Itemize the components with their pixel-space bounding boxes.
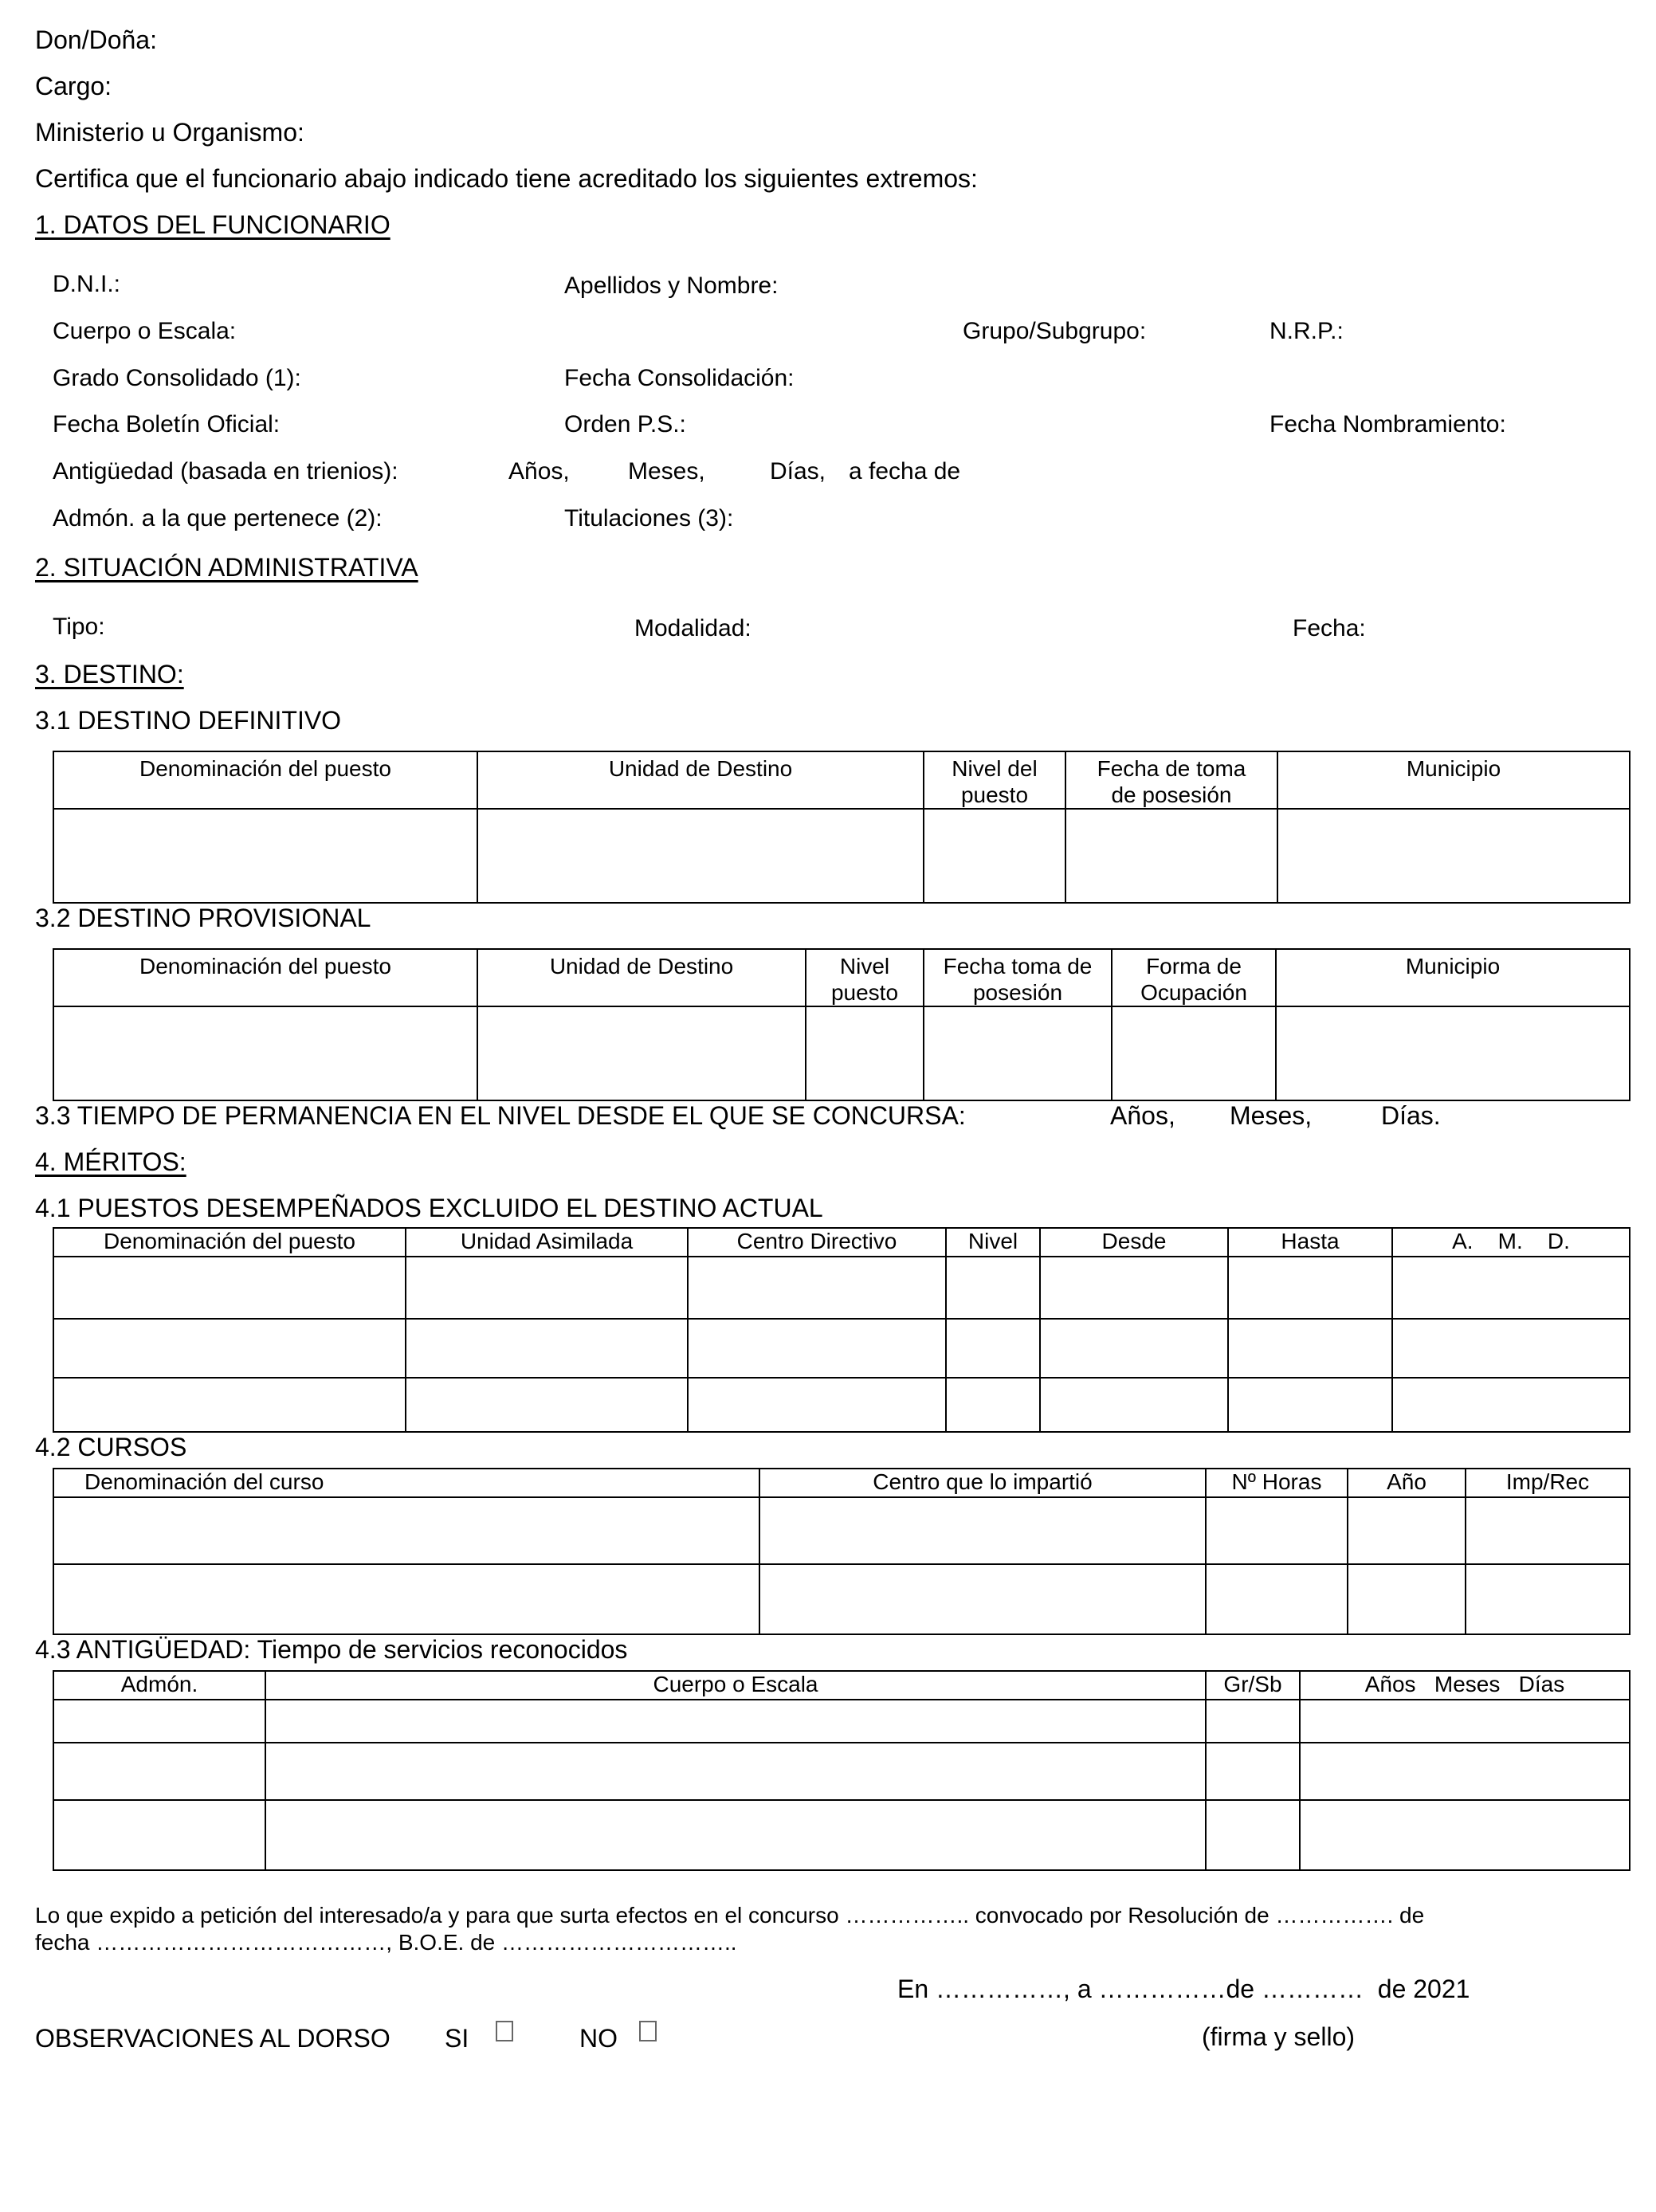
col-denominacion: Denominación del puesto [53, 1228, 406, 1257]
tiempo-dias-label: Días. [1381, 1101, 1441, 1130]
input-cell[interactable] [759, 1564, 1206, 1634]
col-desde: Desde [1040, 1228, 1228, 1257]
input-cell[interactable] [946, 1378, 1040, 1432]
anos-label: Años, [508, 458, 570, 484]
input-cell[interactable] [1300, 1700, 1630, 1743]
expido-text-line1: Lo que expido a petición del interesado/a y para que surta efectos en el concurso …………….. convocado por Resolución de ……………. de [35, 1903, 1425, 1928]
input-cell[interactable] [1206, 1800, 1300, 1870]
input-cell[interactable] [924, 1006, 1112, 1100]
input-cell[interactable] [265, 1743, 1206, 1800]
grupo-label: Grupo/Subgrupo: [963, 318, 1147, 344]
section-1-title: 1. DATOS DEL FUNCIONARIO [35, 210, 390, 239]
a-fecha-label: a fecha de [849, 458, 961, 484]
input-cell[interactable] [53, 1700, 265, 1743]
input-cell[interactable] [1300, 1800, 1630, 1870]
col-unidad-destino: Unidad de Destino [477, 949, 806, 1006]
meses-label: Meses, [628, 458, 705, 484]
input-cell[interactable] [1228, 1378, 1392, 1432]
input-cell[interactable] [1206, 1743, 1300, 1800]
input-cell[interactable] [53, 1564, 759, 1634]
input-cell[interactable] [688, 1257, 946, 1319]
col-denominacion: Denominación del puesto [53, 949, 477, 1006]
input-cell[interactable] [53, 1743, 265, 1800]
input-cell[interactable] [406, 1378, 688, 1432]
input-cell[interactable] [1300, 1743, 1630, 1800]
section-3-title: 3. DESTINO: [35, 660, 184, 688]
don-dona-label: Don/Doña: [35, 25, 157, 54]
fecha-boletin-label: Fecha Boletín Oficial: [53, 411, 281, 437]
col-centro-directivo: Centro Directivo [688, 1228, 946, 1257]
no-checkbox[interactable] [639, 2021, 657, 2041]
col-horas: Nº Horas [1206, 1469, 1348, 1497]
input-cell[interactable] [1276, 1006, 1630, 1100]
input-cell[interactable] [1348, 1564, 1466, 1634]
nrp-label: N.R.P.: [1269, 318, 1344, 344]
col-forma-ocupacion: Forma de Ocupación [1112, 949, 1276, 1006]
input-cell[interactable] [759, 1497, 1206, 1564]
input-cell[interactable] [53, 1257, 406, 1319]
col-cuerpo-escala: Cuerpo o Escala [265, 1671, 1206, 1700]
fecha-situacion-label: Fecha: [1293, 615, 1366, 641]
apellidos-label: Apellidos y Nombre: [564, 273, 779, 299]
input-cell[interactable] [1392, 1319, 1630, 1378]
destino-definitivo-title: 3.1 DESTINO DEFINITIVO [35, 706, 342, 735]
cuerpo-label: Cuerpo o Escala: [53, 318, 237, 344]
destino-provisional-table [53, 948, 1630, 1101]
col-unidad-destino: Unidad de Destino [477, 751, 924, 809]
input-cell[interactable] [1466, 1564, 1630, 1634]
input-cell[interactable] [1228, 1257, 1392, 1319]
col-imp-rec: Imp/Rec [1466, 1469, 1630, 1497]
input-cell[interactable] [1040, 1257, 1228, 1319]
si-checkbox[interactable] [496, 2021, 513, 2041]
destino-definitivo-table [53, 751, 1630, 904]
input-cell[interactable] [1228, 1319, 1392, 1378]
col-amd: A. M. D. [1392, 1228, 1630, 1257]
input-cell[interactable] [1392, 1378, 1630, 1432]
tiempo-permanencia-label: 3.3 TIEMPO DE PERMANENCIA EN EL NIVEL DESDE EL QUE SE CONCURSA: [35, 1101, 966, 1130]
input-cell[interactable] [406, 1319, 688, 1378]
col-centro-impartio: Centro que lo impartió [759, 1469, 1206, 1497]
certifica-text: Certifica que el funcionario abajo indicado tiene acreditado los siguientes extremos: [35, 164, 978, 193]
destino-provisional-title: 3.2 DESTINO PROVISIONAL [35, 904, 371, 932]
modalidad-label: Modalidad: [634, 615, 751, 641]
input-cell[interactable] [688, 1378, 946, 1432]
input-cell[interactable] [1392, 1257, 1630, 1319]
input-cell[interactable] [53, 1800, 265, 1870]
antiguedad-label: Antigüedad (basada en trienios): [53, 458, 398, 484]
input-cell[interactable] [53, 1497, 759, 1564]
tiempo-anos-label: Años, [1110, 1101, 1175, 1130]
input-cell[interactable] [688, 1319, 946, 1378]
input-cell[interactable] [477, 1006, 806, 1100]
col-nivel: Nivel puesto [806, 949, 924, 1006]
firma-sello-label: (firma y sello) [1202, 2022, 1356, 2051]
fecha-nombramiento-label: Fecha Nombramiento: [1269, 411, 1506, 437]
input-cell[interactable] [946, 1257, 1040, 1319]
input-cell[interactable] [1206, 1700, 1300, 1743]
input-cell[interactable] [265, 1800, 1206, 1870]
col-ano: Año [1348, 1469, 1466, 1497]
dias-label: Días, [770, 458, 826, 484]
ministerio-label: Ministerio u Organismo: [35, 118, 304, 147]
input-cell[interactable] [946, 1319, 1040, 1378]
lugar-fecha-line: En ……………, a ……………de ………… de 2021 [897, 1975, 1470, 2003]
col-hasta: Hasta [1228, 1228, 1392, 1257]
input-cell[interactable] [1466, 1497, 1630, 1564]
input-cell[interactable] [53, 1378, 406, 1432]
input-cell[interactable] [53, 1006, 477, 1100]
input-cell[interactable] [53, 1319, 406, 1378]
col-nivel: Nivel del puesto [924, 751, 1065, 809]
input-cell[interactable] [1040, 1319, 1228, 1378]
antiguedad-table [53, 1670, 1630, 1871]
fecha-consolidacion-label: Fecha Consolidación: [564, 365, 795, 391]
input-cell[interactable] [806, 1006, 924, 1100]
input-cell[interactable] [406, 1257, 688, 1319]
section-2-title: 2. SITUACIÓN ADMINISTRATIVA [35, 553, 418, 582]
antiguedad-title: 4.3 ANTIGÜEDAD: Tiempo de servicios reconocidos [35, 1635, 628, 1664]
input-cell[interactable] [1112, 1006, 1276, 1100]
col-admon: Admón. [53, 1671, 265, 1700]
section-4-title: 4. MÉRITOS: [35, 1147, 186, 1176]
input-cell[interactable] [1348, 1497, 1466, 1564]
col-gr-sb: Gr/Sb [1206, 1671, 1300, 1700]
input-cell[interactable] [265, 1700, 1206, 1743]
titulaciones-label: Titulaciones (3): [564, 505, 734, 531]
col-municipio: Municipio [1276, 949, 1630, 1006]
col-anos-meses-dias: Años Meses Días [1300, 1671, 1630, 1700]
puestos-title: 4.1 PUESTOS DESEMPEÑADOS EXCLUIDO EL DESTINO ACTUAL [35, 1194, 823, 1222]
col-unidad-asimilada: Unidad Asimilada [406, 1228, 688, 1257]
input-cell[interactable] [1206, 1497, 1348, 1564]
input-cell[interactable] [1277, 809, 1630, 903]
col-fecha-toma: Fecha de toma de posesión [1065, 751, 1277, 809]
expido-text-line2: fecha …………………………………, B.O.E. de ………………………….. [35, 1930, 737, 1955]
grado-label: Grado Consolidado (1): [53, 365, 301, 391]
input-cell[interactable] [924, 809, 1065, 903]
si-label: SI [445, 2024, 469, 2053]
input-cell[interactable] [1065, 809, 1277, 903]
no-label: NO [579, 2024, 618, 2053]
dni-label: D.N.I.: [53, 271, 121, 297]
admon-label: Admón. a la que pertenece (2): [53, 505, 383, 531]
col-denominacion: Denominación del puesto [53, 751, 477, 809]
tiempo-meses-label: Meses, [1230, 1101, 1313, 1130]
col-denominacion-curso: Denominación del curso [53, 1469, 759, 1497]
col-municipio: Municipio [1277, 751, 1630, 809]
input-cell[interactable] [1040, 1378, 1228, 1432]
orden-label: Orden P.S.: [564, 411, 686, 437]
input-cell[interactable] [53, 809, 477, 903]
observaciones-label: OBSERVACIONES AL DORSO [35, 2024, 390, 2053]
col-fecha-toma: Fecha toma de posesión [924, 949, 1112, 1006]
puestos-table [53, 1227, 1630, 1433]
input-cell[interactable] [1206, 1564, 1348, 1634]
tipo-label: Tipo: [53, 614, 105, 640]
input-cell[interactable] [477, 809, 924, 903]
cursos-title: 4.2 CURSOS [35, 1433, 187, 1461]
cursos-table [53, 1468, 1630, 1635]
col-nivel: Nivel [946, 1228, 1040, 1257]
cargo-label: Cargo: [35, 72, 112, 100]
